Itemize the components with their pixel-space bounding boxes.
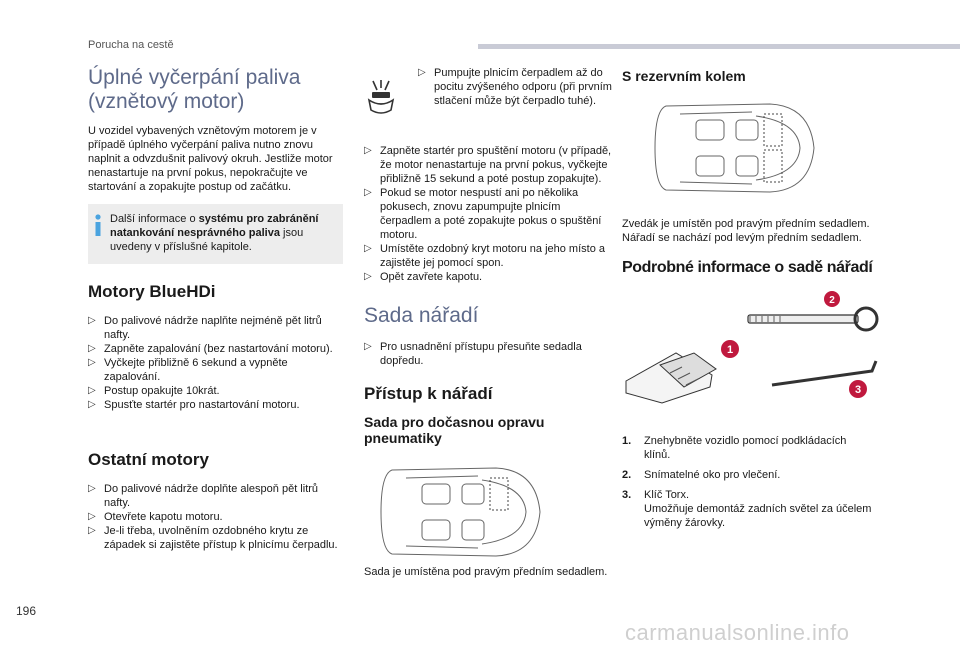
list-item: ▷ Postup opakujte 10krát. — [88, 385, 220, 397]
car-top-view-repair-kit — [378, 464, 544, 560]
header-bar — [478, 44, 960, 49]
list-item: 2. Snímatelné oko pro vlečení. — [622, 469, 781, 481]
hand-pump-icon — [366, 80, 396, 114]
list-item: ▷ Pumpujte plnicím čerpadlem až do pocitu zvýšeného odporu (při prvním stlačení může být čerpadlo tuhé). — [418, 67, 612, 107]
bullet-icon: ▷ — [88, 399, 96, 410]
fuel-intro: U vozidel vybavených vznětovým motorem je v případě úplného vyčerpání paliva nutno znovu naplnit a odvzdušnit palivový okruh. Jestliže motor nenastartuje na první pokus, nepokračujte ve startování a zopakujte postup od začátku. — [88, 125, 333, 193]
spare-caption-1: Zvedák je umístěn pod pravým předním sedadlem. — [622, 218, 870, 230]
spare-caption-2: Nářadí se nachází pod levým předním sedadlem. — [622, 232, 862, 244]
car-top-view-spare-wheel — [652, 100, 818, 196]
list-item: ▷ Do palivové nádrže doplňte alespoň pět litrů nafty. — [88, 483, 319, 509]
header-section-title: Porucha na cestě — [88, 39, 174, 51]
page-number: 196 — [16, 604, 37, 618]
repair-kit-title-line2: pneumatiky — [364, 430, 442, 446]
column-3 — [622, 66, 892, 536]
toolkit-items — [622, 434, 872, 530]
bullet-icon: ▷ — [88, 315, 96, 326]
toolkit-steps — [364, 340, 614, 368]
bullet-icon: ▷ — [88, 483, 96, 494]
other-steps — [88, 482, 343, 552]
list-item: ▷ Zapněte zapalování (bez nastartování motoru). — [88, 343, 333, 355]
list-item: ▷ Spusťte startér pro nastartování motoru. — [88, 399, 300, 411]
pump-step — [418, 66, 614, 108]
callout-2-label: 2 — [829, 295, 835, 306]
bullet-icon: ▷ — [364, 271, 372, 282]
list-item: 1. Znehybněte vozidlo pomocí podkládacích klínů. — [622, 435, 847, 461]
toolkit-details-title: Podrobné informace o sadě nářadí — [622, 259, 873, 276]
repair-kit-title — [364, 414, 614, 446]
bullet-icon: ▷ — [364, 341, 372, 352]
list-item: 3. Klíč Torx. Umožňuje demontáž zadních světel za účelem výměny žárovky. — [622, 489, 872, 529]
info-icon — [94, 214, 102, 236]
toolkit-illustration — [624, 291, 886, 421]
other-engines-title: Ostatní motory — [88, 450, 209, 469]
tow-eye-icon — [748, 308, 877, 330]
info-suffix: jsou uvedeny v příslušné kapitole. — [110, 227, 304, 253]
callout-2 — [824, 291, 840, 307]
watermark: carmanualsonline.info — [625, 620, 850, 645]
tool-access-title: Přístup k nářadí — [364, 384, 493, 403]
bullet-icon: ▷ — [418, 67, 426, 78]
column-2 — [364, 66, 614, 579]
list-item: ▷ Umístěte ozdobný kryt motoru na jeho místo a zajistěte jej pomocí spon. — [364, 243, 605, 269]
start-steps — [364, 144, 614, 284]
fuel-title-line1: Úplné vyčerpání paliva — [88, 66, 301, 89]
list-item: ▷ Pro usnadnění přístupu přesuňte sedadla dopředu. — [364, 341, 582, 367]
wheel-chock-icon — [626, 353, 716, 403]
bluehdi-steps — [88, 314, 343, 412]
bullet-icon: ▷ — [364, 145, 372, 156]
list-item: ▷ Vyčkejte přibližně 6 sekund a vypněte zapalování. — [88, 357, 288, 383]
bullet-icon: ▷ — [364, 187, 372, 198]
pump-step-block — [364, 66, 614, 136]
toolkit-title: Sada nářadí — [364, 304, 479, 327]
list-item: ▷ Otevřete kapotu motoru. — [88, 511, 223, 523]
callout-3-label: 3 — [854, 384, 862, 396]
repair-kit-title-line1: Sada pro dočasnou opravu — [364, 414, 545, 430]
list-item: ▷ Je-li třeba, uvolněním ozdobného krytu ze západek si zajistěte přístup k plnicímu čerpadlu. — [88, 525, 338, 551]
bullet-icon: ▷ — [88, 511, 96, 522]
bullet-icon: ▷ — [88, 385, 96, 396]
fuel-title — [88, 66, 343, 114]
info-prefix: Další informace o — [110, 213, 199, 225]
bullet-icon: ▷ — [88, 343, 96, 354]
spare-wheel-title: S rezervním kolem — [622, 68, 746, 84]
list-item: ▷ Pokud se motor nespustí ani po několika pokusech, znovu zapumpujte plnicím čerpadlem a poté zopakujte pokus o spuštění motoru. — [364, 187, 602, 241]
fuel-title-line2: (vznětový motor) — [88, 90, 245, 113]
callout-3 — [849, 380, 867, 398]
info-bold: systému pro zabránění natankování nesprávného paliva — [110, 213, 319, 239]
callout-1 — [721, 340, 739, 358]
list-item: ▷ Zapněte startér pro spuštění motoru (v případě, že motor nenastartuje na první pokus, vyčkejte přibližně 15 sekund a poté postup zopakujte). — [364, 145, 612, 185]
list-item: ▷ Opět zavřete kapotu. — [364, 271, 483, 283]
info-box — [88, 204, 343, 264]
list-item: ▷ Do palivové nádrže naplňte nejméně pět litrů nafty. — [88, 315, 322, 341]
repair-kit-caption: Sada je umístěna pod pravým předním sedadlem. — [364, 566, 608, 578]
info-text — [110, 212, 333, 254]
bullet-icon: ▷ — [88, 525, 96, 536]
callout-1-label: 1 — [726, 344, 734, 356]
column-1 — [88, 66, 343, 552]
bullet-icon: ▷ — [364, 243, 372, 254]
bluehdi-title: Motory BlueHDi — [88, 282, 216, 301]
bullet-icon: ▷ — [88, 357, 96, 368]
